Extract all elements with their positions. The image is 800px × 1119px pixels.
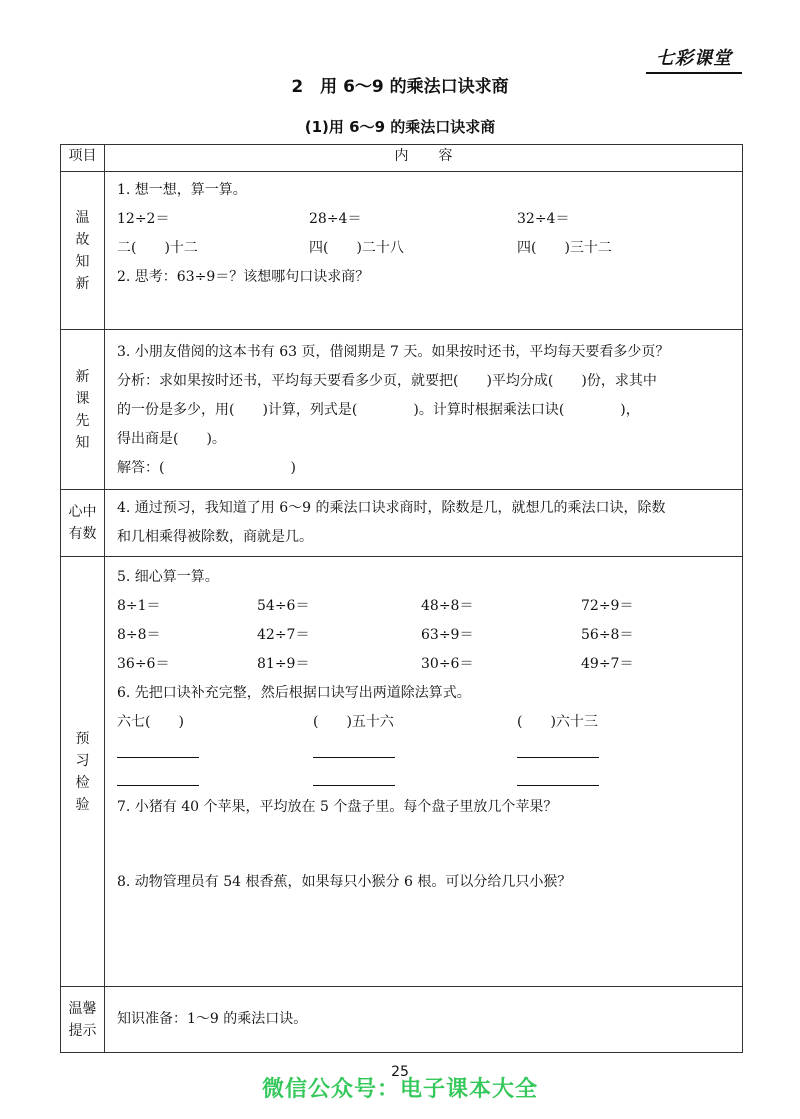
question-text: 7. 小猪有 40 个苹果，平均放在 5 个盘子里。每个盘子里放几个苹果？ [117,799,558,815]
column-header-content: 内容 [105,145,743,172]
calc-item: 42÷7＝ [257,627,310,643]
question-text: 6. 先把口诀补充完整，然后根据口诀写出两道除法算式。 [117,685,471,701]
watermark: 微信公众号：电子课本大全 [261,1077,538,1102]
section-content [105,172,743,330]
calc-item: 8÷8＝ [117,627,161,643]
text-line: 的一份是多少，用( )计算，列式是( )。计算时根据乘法口诀( )， [117,402,640,418]
section-content [105,987,743,1053]
section-check [61,557,743,987]
text-line: 和几相乘得被除数，商就是几。 [117,529,313,545]
text-line: 解答：( ) [117,460,296,476]
header-row [61,145,743,172]
section-newlesson [61,330,743,490]
answer-blanks-row [117,765,732,793]
answer-blank[interactable] [313,765,395,786]
section-summary [61,490,743,557]
answer-blank[interactable] [517,765,599,786]
fill-item: 四( )二十八 [309,240,404,256]
calc-item: 30÷6＝ [421,656,474,672]
section-content [105,557,743,987]
formula-item: ( )六十三 [517,714,598,730]
section-label: 心中有数 [61,490,105,557]
fill-item: 四( )三十二 [517,240,612,256]
column-header-item: 项目 [61,145,105,172]
answer-blank[interactable] [117,737,199,758]
fill-item: 二( )十二 [117,240,198,256]
calc-item: 32÷4＝ [517,211,570,227]
tip-text: 知识准备：1～9 的乘法口诀。 [117,1011,308,1027]
section-tips [61,987,743,1053]
calc-item: 12÷2＝ [117,211,170,227]
page-number: 25 [391,1064,409,1080]
calc-item: 56÷8＝ [581,627,634,643]
question-text: 5. 细心算一算。 [117,569,219,585]
calc-item: 36÷6＝ [117,656,170,672]
text-line: 分析：求如果按时还书，平均每天要看多少页，就要把( )平均分成( )份，求其中 [117,373,657,389]
answer-space[interactable] [117,822,732,868]
text-line: 4. 通过预习，我知道了用 6～9 的乘法口诀求商时，除数是几，就想几的乘法口诀，除数 [117,500,666,516]
question-text: 1. 想一想，算一算。 [117,182,247,198]
page-subtitle: (1)用 6～9 的乘法口诀求商 [304,118,496,136]
calc-item: 48÷8＝ [421,598,474,614]
calc-item: 54÷6＝ [257,598,310,614]
calc-item: 81÷9＝ [257,656,310,672]
question-text: 2. 思考：63÷9＝？该想哪句口诀求商？ [117,269,370,285]
calc-item: 72÷9＝ [581,598,634,614]
calc-item: 28÷4＝ [309,211,362,227]
calc-item: 49÷7＝ [581,656,634,672]
question-text: 8. 动物管理员有 54 根香蕉，如果每只小猴分 6 根。可以分给几只小猴？ [117,874,572,890]
section-review [61,172,743,330]
answer-blank[interactable] [517,737,599,758]
section-label: 新课先知 [61,330,105,490]
answer-blank[interactable] [117,765,199,786]
answer-blanks-row [117,737,732,765]
formula-item: 六七( ) [117,714,184,730]
section-label: 预习检验 [61,557,105,987]
section-content [105,330,743,490]
text-line: 得出商是( )。 [117,431,226,447]
section-label: 温馨提示 [61,987,105,1053]
section-label: 温故知新 [61,172,105,330]
answer-blank[interactable] [313,737,395,758]
worksheet-table [60,144,743,1053]
text-line: 3. 小朋友借阅的这本书有 63 页，借阅期是 7 天。如果按时还书，平均每天要看多少页？ [117,344,670,360]
calc-item: 8÷1＝ [117,598,161,614]
brand-logo: 七彩课堂 [656,48,732,69]
page-title: 2 用 6～9 的乘法口诀求商 [291,77,509,97]
calc-item: 63÷9＝ [421,627,474,643]
section-content [105,490,743,557]
formula-item: ( )五十六 [313,714,394,730]
